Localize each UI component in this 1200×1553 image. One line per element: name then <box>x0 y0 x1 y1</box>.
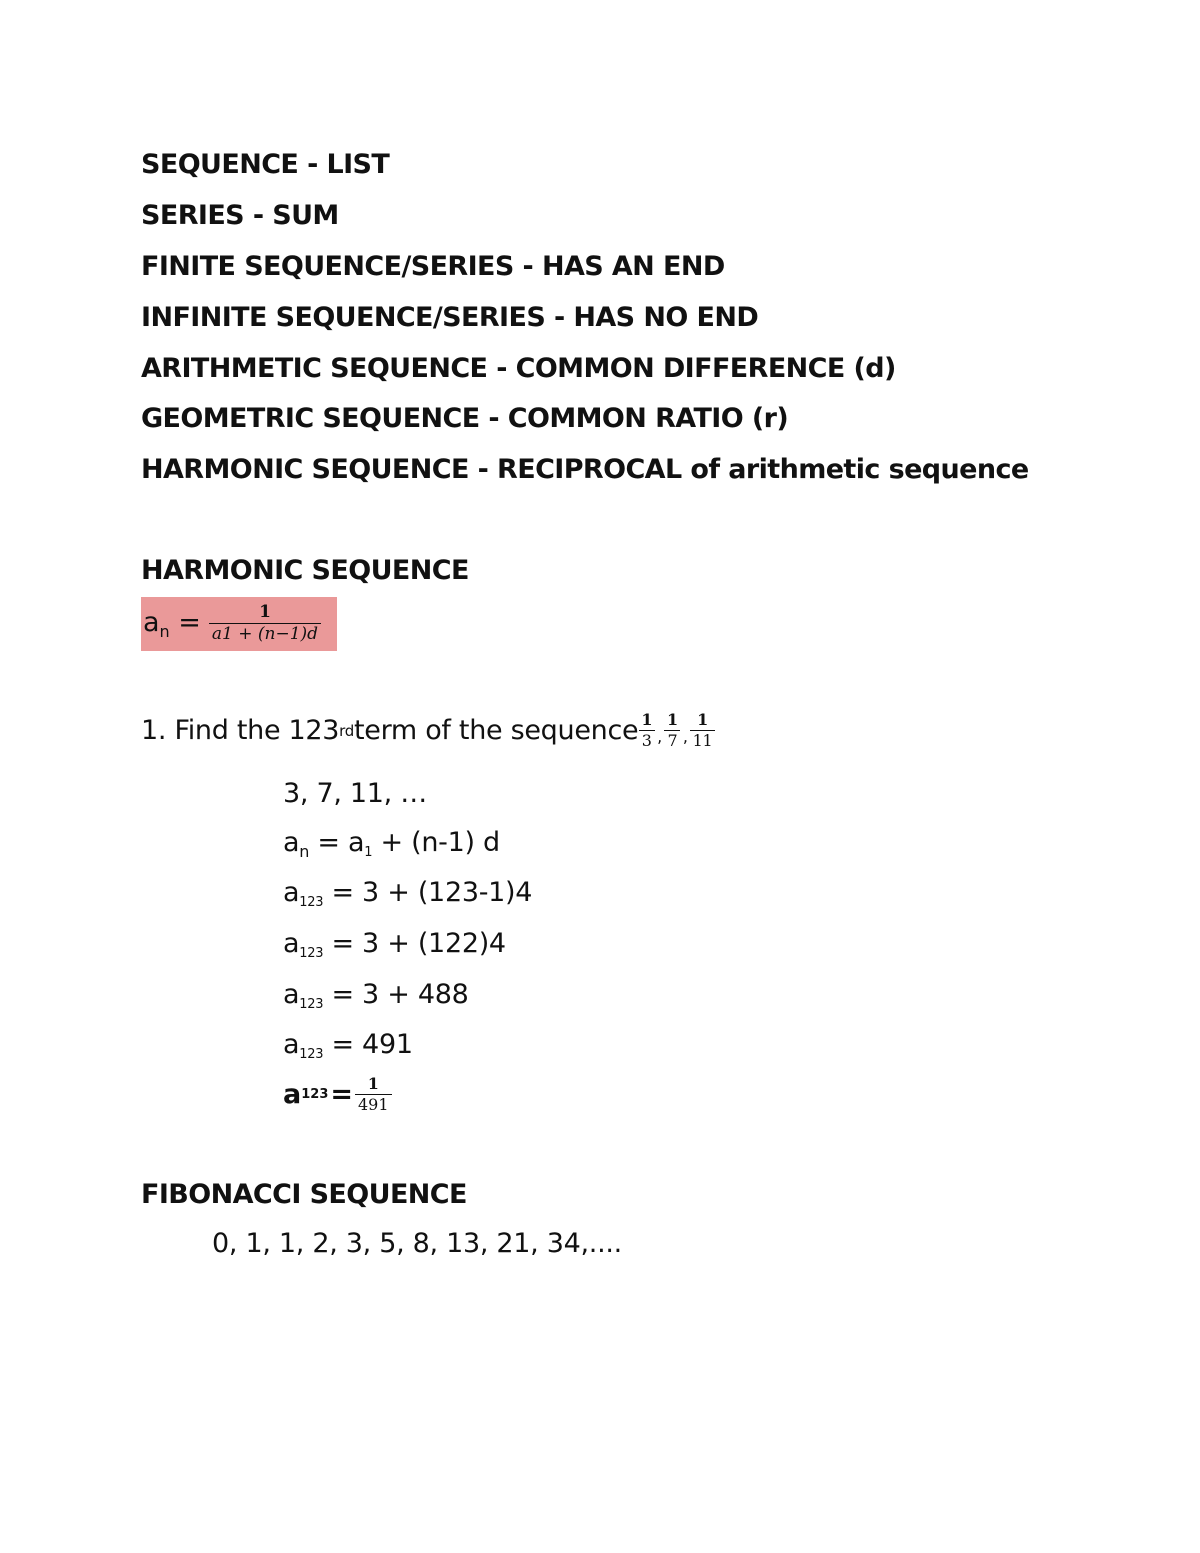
problem-fraction-1: $\frac{1}{3}$ <box>638 712 655 750</box>
problem-fraction-3: $\frac{1}{11}$ <box>690 712 716 750</box>
definition-infinite: INFINITE SEQUENCE/SERIES - HAS NO END <box>141 302 759 333</box>
harmonic-formula <box>141 597 337 651</box>
problem-fraction-2: $\frac{1}{7}$ <box>664 712 681 750</box>
harmonic-heading: HARMONIC SEQUENCE <box>141 555 469 586</box>
solution-step-2: a123 = 3 + (122)4 <box>283 928 506 961</box>
definition-sequence: SEQUENCE - LIST <box>141 149 390 180</box>
formula-numerator: 1 <box>259 602 271 623</box>
fibonacci-heading: FIBONACCI SEQUENCE <box>141 1179 467 1210</box>
formula-fraction <box>209 604 321 644</box>
fibonacci-values: 0, 1, 1, 2, 3, 5, 8, 13, 21, 34,.... <box>212 1228 622 1259</box>
problem-statement: 1. Find the 123 rd term of the sequence $\frac{1}{3}$ , $\frac{1}{7}$ , $\frac{1}{11}$ <box>141 712 715 750</box>
solution-answer: a 123 = $\frac{1}{491}$ <box>283 1076 392 1114</box>
answer-fraction: $\frac{1}{491}$ <box>355 1076 392 1114</box>
solution-step-3: a123 = 3 + 488 <box>283 979 469 1012</box>
formula-lhs: $a_n$ = <box>143 607 201 641</box>
definition-geometric: GEOMETRIC SEQUENCE - COMMON RATIO (r) <box>141 403 789 434</box>
definition-arithmetic: ARITHMETIC SEQUENCE - COMMON DIFFERENCE (d) <box>141 353 896 384</box>
definition-harmonic: HARMONIC SEQUENCE - RECIPROCAL of arithmetic sequence <box>141 454 1029 485</box>
solution-step-1: a123 = 3 + (123-1)4 <box>283 877 533 910</box>
definition-series: SERIES - SUM <box>141 200 339 231</box>
solution-reciprocals: 3, 7, 11, … <box>283 778 427 809</box>
solution-general-formula: $a_n = a1 + (n-1)$ d <box>283 827 500 861</box>
solution-step-4: a123 = 491 <box>283 1029 413 1062</box>
formula-denominator: a1 + (n−1)d <box>209 623 321 644</box>
definition-finite: FINITE SEQUENCE/SERIES - HAS AN END <box>141 251 725 282</box>
